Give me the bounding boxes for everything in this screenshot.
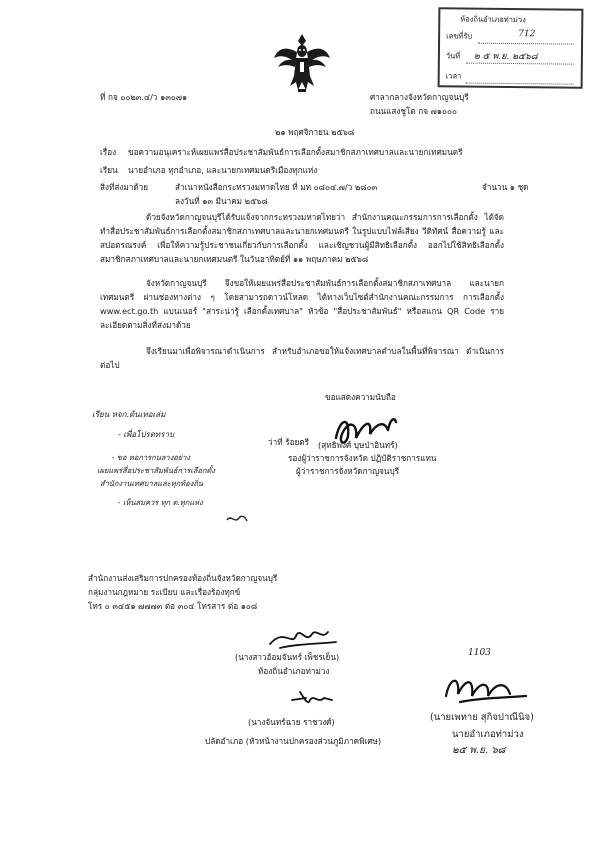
routing-name-1: (นางสาวอ้อมจันทร์ เพ็ชรเย็น): [235, 652, 340, 662]
handwritten-note-1: เรียน หจก.ต้นเทอเล่ม: [92, 410, 166, 419]
body-paragraph-3: จึงเรียนมาเพื่อพิจารณาดำเนินการ สำหรับอำเภอขอให้แจ้งเทศบาลตำบลในพื้นที่พิจารณา ดำเนินการต่อไป: [100, 346, 504, 370]
recipient-label: เรียน: [100, 165, 118, 175]
routing-position-3: นายอำเภอท่าม่วง: [452, 729, 524, 740]
signer-position-1: รองผู้ว่าราชการจังหวัด ปฏิบัติราชการแทน: [288, 453, 437, 463]
document-date: ๒๑ พฤศจิกายน ๒๕๖๘: [275, 127, 355, 137]
attachment-date: ลงวันที่ ๑๓ มีนาคม ๒๕๖๘: [175, 196, 268, 206]
signature-district-chief: [440, 668, 530, 708]
body-paragraph-1: ด้วยจังหวัดกาญจนบุรีได้รับแจ้งจากกระทรวงมหาดไทยว่า สำนักงานคณะกรรมการการเลือกตั้ง ได้จัดทำสื่อประชาสัมพันธ์การเลือกตั้งสมาชิกสภาเทศบาลและนายกเทศมนตรี ในรูปแบบไฟล์เสียง วีดิทัศน์ สื่อความรู้ และสปอตรณรงค์ เพื่อให้ความรู้ประชาชนเกี่ยวกับการเลือกตั้ง และเชิญชวนผู้มีสิทธิเลือกตั้ง ออกไปใช้สิทธิเลือกตั้งสมาชิกสภาเทศบาลและนายกเทศมนตรี ในวันอาทิตย์ที่ ๑๑ พฤษภาคม ๒๕๖๘: [100, 212, 504, 264]
attachment-count: จำนวน ๑ ชุด: [482, 182, 529, 192]
routing-name-3: (นายเพทาย สุกิจปาณีนิจ): [430, 712, 534, 723]
signature-local-officer: [266, 622, 340, 654]
stamp-reg-no: 712: [518, 29, 536, 40]
signature-deputy-officer: [288, 688, 336, 710]
garuda-emblem: [272, 32, 332, 94]
stamp-date-value: ๒ ๕ พ.ย. ๒๕๖๘: [473, 51, 538, 63]
handwritten-note-2: - เพื่อโปรดทราบ: [118, 430, 175, 439]
subject-text: ขอความอนุเคราะห์เผยแพร่สื่อประชาสัมพันธ์การเลือกตั้งสมาชิกสภาเทศบาลและนายกเทศมนตรี: [128, 147, 463, 157]
stamp-reg-label: เลขที่รับ: [446, 31, 473, 41]
receipt-stamp: [438, 7, 584, 89]
org-address-line1: ศาลากลางจังหวัดกาญจนบุรี: [370, 92, 469, 102]
closing-regards: ขอแสดงความนับถือ: [325, 392, 396, 402]
footer-office-1: สำนักงานส่งเสริมการปกครองท้องถิ่นจังหวัดกาญจนบุรี: [88, 573, 278, 583]
routing-name-2: (นางจันทร์ฉาย ราชวงศ์): [248, 717, 335, 727]
subject-label: เรื่อง: [100, 147, 117, 157]
stamp-time-label: เวลา: [445, 71, 462, 81]
signer-position-2: ผู้ว่าราชการจังหวัดกาญจนบุรี: [296, 466, 400, 476]
attachment-text: สำเนาหนังสือกระทรวงมหาดไทย ที่ มท ๐๘๐๔.๗/ว ๒๘๐๓: [175, 182, 378, 192]
signer-name: (สุทธิพงศ์ บุษป่าอินทร์): [318, 440, 398, 450]
stamp-office: ห้องถิ่นอำเภอท่าม่วง: [460, 14, 526, 25]
routing-position-2: ปลัดอำเภอ (หัวหน้างานปกครองส่วนภูมิภาคพิเศษ): [205, 736, 382, 746]
body-paragraph-2: จังหวัดกาญจนบุรี จึงขอให้เผยแพร่สื่อประชาสัมพันธ์การเลือกตั้งสมาชิกสภาเทศบาล และนายกเทศมนตรี ผ่านช่องทางต่าง ๆ โดยสามารถดาวน์โหลด ได้ทางเว็บไซต์สำนักงานคณะกรรมการ การเลือกตั้ง www.ect.go.th แบนเนอร์ "สาระน่ารู้ เลือกตั้งเทศบาล" หัวข้อ "สื่อประชาสัมพันธ์" หรือสแกน QR Code รายละเอียดตามสิ่งที่ส่งมาด้วย: [100, 278, 504, 330]
org-address-line2: ถนนแสงชูโต กจ ๗๑๐๐๐: [370, 106, 458, 116]
handwritten-right-note: 1103: [468, 648, 491, 658]
attachment-label: สิ่งที่ส่งมาด้วย: [100, 182, 149, 192]
footer-phone: โทร ๐ ๓๔๕๑ ๗๗๗๓ ต่อ ๓๐๔ โทรสาร ต่อ ๑๐๘: [88, 601, 258, 611]
handwritten-right-date: ๒๕ พ.ย. ๖๘: [452, 745, 506, 756]
footer-office-2: กลุ่มงานกฎหมาย ระเบียบ และเรื่องร้องทุกข์: [88, 587, 241, 597]
handwritten-note-3: - ขอ หอการกนลางอย่าง: [112, 453, 191, 462]
signer-rank: ว่าที่ ร้อยตรี: [268, 437, 310, 447]
document-number: ที่ กจ ๐๐๒๓.๔/ว ๑๓๐๗๑: [100, 92, 188, 102]
stamp-date-label: วันที่: [445, 51, 461, 61]
routing-position-1: ท้องถิ่นอำเภอท่าม่วง: [258, 666, 330, 676]
handwritten-note-5: สำนักงานเทศบาลและทุกท้องถิ่น: [100, 479, 204, 488]
handwritten-initial-mark: [225, 512, 249, 526]
handwritten-note-4: เผยแพร่สื่อประชาสัมพันธ์การเลือกตั้ง: [97, 466, 216, 475]
recipient-text: นายอำเภอ ทุกอำเภอ, และนายกเทศมนตรีเมืองทุกแห่ง: [128, 165, 318, 175]
handwritten-note-6: - เห็นสมควร ทุก ต.ทุกแห่ง: [118, 498, 203, 507]
